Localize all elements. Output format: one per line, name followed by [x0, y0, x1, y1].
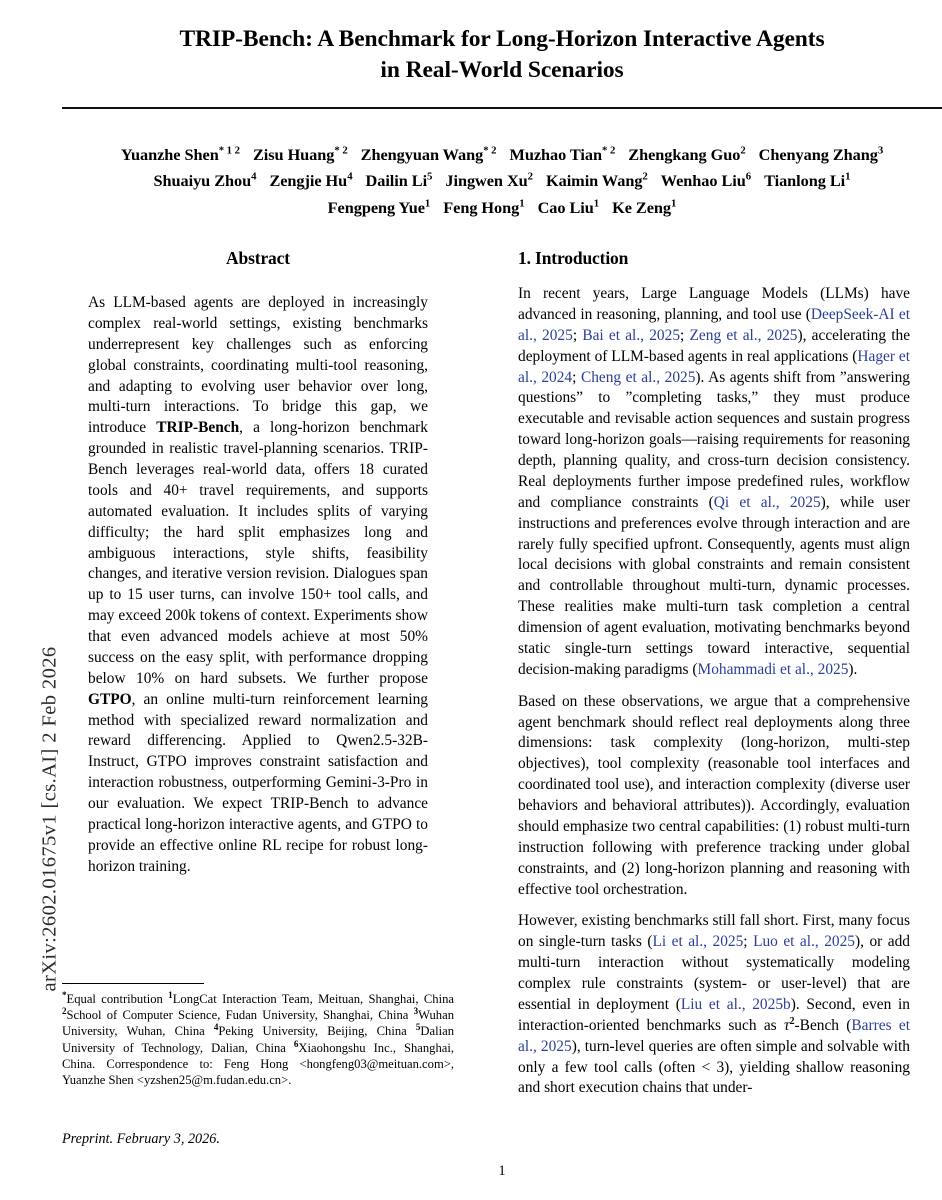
author-name-text: Zhengyuan Wang: [360, 145, 484, 165]
author-affiliation-marker: 1: [424, 197, 431, 210]
author-name-text: Wenhao Liu: [660, 171, 746, 191]
citation-link[interactable]: Luo et al., 2025: [753, 933, 856, 951]
author-name: [612, 198, 676, 217]
author-name: [443, 198, 524, 217]
author-name-text: Jingwen Xu: [445, 171, 528, 191]
math-operator: <: [701, 1058, 711, 1076]
title-divider: [62, 107, 942, 109]
footnote-divider: [62, 983, 204, 984]
author-affiliation-marker: 1: [671, 197, 677, 210]
author-affiliation-marker: * 2: [483, 144, 497, 157]
citation-link[interactable]: Hager et al., 2024: [518, 347, 910, 386]
author-affiliation-marker: * 2: [602, 144, 616, 157]
body-text: ).: [848, 660, 858, 678]
superscript-marker: 6: [293, 1038, 299, 1049]
introduction-heading: 1. Introduction: [518, 248, 629, 268]
author-name: [366, 171, 433, 190]
body-text: Based on these observations, we argue that a comprehensive agent benchmark should reflect real deployments along three dimensions: task complexity (long-horizon, multi-step objectives), tool complexity (reasonable tool interfaces and coordinated tool use), and interaction complexity (diverse user behaviors and behavioral attributes)). Accordingly, evaluation should emphasize two central capabilities: (1) robust multi-turn instruction following with preference tracking under global constraints, and (2) long-horizon planning and reasoning with effective tool orchestration.: [518, 692, 910, 898]
author-name-text: Feng Hong: [443, 197, 520, 217]
right-column: [518, 248, 910, 1099]
body-text: Xiaohongshu Inc., Shanghai, China. Correspondence to: Feng Hong <hongfeng03@meituan.com>, Yuanzhe Shen <yzshen25@m.fudan.edu.cn>.: [62, 1040, 455, 1087]
author-affiliation-marker: 1: [845, 171, 851, 183]
body-text: ). As agents shift from ”answering questions” to ”completing tasks,” they must produce executable and revisable action sequences and sustain progress toward long-horizon goals—raising requirements for reasoning depth, planning quality, and cross-turn decision consistency. Real deployments further impose predefined rules, workflow and compliance constraints (: [518, 368, 910, 511]
citation-link[interactable]: Liu et al., 2025b: [680, 995, 791, 1013]
author-name-text: Chenyang Zhang: [758, 145, 878, 165]
author-affiliation-marker: * 1 2: [218, 144, 240, 157]
body-text: Dalian University of Technology, Dalian, China: [62, 1024, 454, 1055]
body-text: School of Computer Science, Fudan University, Shanghai, China: [66, 1008, 414, 1023]
author-name: [154, 171, 257, 190]
author-name-text: Zhengkang Guo: [628, 145, 741, 165]
author-name: [253, 145, 348, 164]
author-affiliation-marker: 2: [740, 144, 746, 157]
author-line-1: [62, 142, 942, 168]
page-title-line-2: in Real-World Scenarios: [380, 57, 624, 84]
citation-link[interactable]: Mohammadi et al., 2025: [697, 660, 849, 678]
body-text: , an online multi-turn reinforcement learning method with specialized reward normalization and reward differencing. Applied to Qwen2.5-32B-Instruct, GTPO improves constraint satisfaction and interaction robustness, outperforming Gemini-3-Pro in our evaluation. We expect TRIP-Bench to advance practical long-horizon interactive agents, and GTPO to provide an effective online RL recipe for robust long-horizon training.: [88, 690, 428, 875]
abstract-heading: Abstract: [226, 248, 290, 268]
body-text: Peking University, Beijing, China: [218, 1024, 416, 1039]
author-affiliation-marker: 4: [347, 171, 353, 183]
author-name: [759, 145, 884, 164]
body-text: Equal contribution: [66, 992, 169, 1006]
author-name: [661, 171, 751, 190]
body-text: ). Second, even in interaction-oriented benchmarks such as: [518, 995, 910, 1034]
body-text: ), turn-level queries are often simple and solvable with only a few tool calls (often: [518, 1037, 910, 1076]
author-name: [546, 171, 648, 190]
body-text: ;: [572, 326, 583, 344]
superscript-marker: 1: [168, 989, 173, 1000]
author-name-text: Dailin Li: [365, 171, 428, 191]
author-name-text: Ke Zeng: [612, 197, 672, 217]
author-name: [121, 145, 240, 164]
superscript-marker: 5: [415, 1022, 421, 1033]
arxiv-stamp: [0, 0, 60, 1200]
author-name-text: Zisu Huang: [252, 145, 335, 165]
author-name: [445, 171, 533, 190]
citation-link[interactable]: Li et al., 2025: [652, 933, 744, 951]
abstract-paragraph: [88, 293, 428, 878]
superscript-marker: 2: [62, 1005, 67, 1016]
author-name: [510, 145, 616, 164]
author-affiliation-marker: 3: [877, 144, 884, 157]
body-text: 3), yielding shallow reasoning and short execution chains that under-: [518, 1058, 910, 1097]
body-text: LongCat Interaction Team, Meituan, Shanghai, China: [172, 992, 454, 1006]
footnote-block: [62, 983, 454, 1088]
superscript-marker: 2: [789, 1015, 795, 1027]
intro-paragraph: [518, 911, 910, 1099]
body-text: ), while user instructions and preferences evolve through interaction and are rarely fully specified upfront. Consequently, agents must align local decisions with global constraints and remain consistent and controllable throughout multi-turn, dynamic processes. These realities make multi-turn task completion a central dimension of agent evaluation, motivating benchmarks beyond static single-turn settings toward interactive, sequential decision-making paradigms (: [518, 493, 910, 678]
left-column: [62, 248, 454, 878]
body-text: However, existing benchmarks still fall short. First, many focus on single-turn tasks (: [518, 912, 910, 951]
author-line-2: [62, 168, 942, 194]
author-name: [628, 145, 745, 164]
author-affiliation-marker: 1: [593, 197, 600, 210]
paper-page: [62, 0, 942, 1200]
citation-link[interactable]: Zeng et al., 2025: [689, 326, 798, 344]
body-text: ;: [743, 933, 754, 951]
emphasis-text: GTPO: [88, 690, 132, 708]
author-name-text: Yuanzhe Shen: [120, 145, 219, 165]
body-text: -Bench (: [794, 1016, 852, 1034]
page-title: [102, 24, 902, 86]
author-name-text: Kaimin Wang: [546, 171, 643, 191]
author-affiliation-marker: * 2: [334, 144, 348, 157]
author-affiliation-marker: 1: [519, 197, 525, 210]
body-text: ;: [680, 326, 690, 344]
body-text: In recent years, Large Language Models (LLMs) have advanced in reasoning, planning, and tool use (: [518, 285, 910, 323]
author-name: [361, 145, 497, 164]
body-text: ;: [572, 368, 581, 386]
superscript-marker: 3: [413, 1005, 419, 1016]
superscript-marker: 4: [213, 1022, 219, 1033]
author-name-text: Cao Liu: [537, 197, 594, 217]
citation-link[interactable]: Qi et al., 2025: [713, 493, 821, 511]
math-symbol: τ: [783, 1016, 790, 1034]
affiliation-footnote: [62, 991, 454, 1088]
citation-link[interactable]: DeepSeek-AI et al., 2025: [518, 305, 910, 344]
author-name-text: Zengjie Hu: [269, 171, 348, 191]
body-text: As LLM-based agents are deployed in increasingly complex real-world settings, existing benchmarks underrepresent key challenges such as enforcing global constraints, coordinating multi-tool reasoning, and adapting to evolving user behavior over long, multi-turn interactions. To bridge this gap, we introduce: [88, 294, 428, 437]
intro-paragraph: [518, 692, 910, 901]
preprint-line: Preprint. February 3, 2026.: [62, 1131, 220, 1147]
intro-paragraph: [518, 284, 910, 681]
author-line-3: [62, 195, 942, 221]
page-title-line-1: TRIP-Bench: A Benchmark for Long-Horizon Interactive Agents: [179, 26, 825, 52]
author-affiliation-marker: 2: [527, 171, 533, 183]
title-block: [62, 0, 942, 109]
superscript-marker: *: [62, 989, 67, 1000]
author-name: [538, 198, 600, 217]
author-affiliation-marker: 2: [642, 171, 648, 183]
author-name-text: Fengpeng Yue: [327, 197, 425, 217]
author-name: [764, 171, 850, 190]
author-name: [269, 171, 352, 190]
abstract-body: [88, 293, 428, 878]
citation-link[interactable]: Bai et al., 2025: [582, 326, 681, 344]
page-number: 1: [498, 1163, 506, 1179]
body-text: Wuhan University, Wuhan, China: [62, 1008, 454, 1039]
emphasis-text: TRIP-Bench: [156, 419, 240, 437]
body-text: ), accelerating the deployment of LLM-based agents in real applications (: [518, 326, 911, 365]
author-name: [328, 198, 431, 217]
author-affiliation-marker: 5: [427, 171, 433, 183]
introduction-body: [518, 284, 910, 1099]
author-name-text: Muzhao Tian: [509, 145, 602, 165]
body-text: ), or add multi-turn interaction without systematically modeling complex rule constraints (system- or user-level) that are essential in deployment (: [518, 933, 911, 1013]
author-name-text: Tianlong Li: [764, 171, 846, 191]
body-text: , a long-horizon benchmark grounded in realistic travel-planning scenarios. TRIP-Bench leverages real-world data, offers 18 curated tools and 40+ travel requirements, and supports automated evaluation. It includes splits of varying difficulty; the hard split emphasizes long and ambiguous interactions, style shifts, feasibility changes, and iterative version revision. Dialogues span up to 15 user turns, can involve 150+ tool calls, and may exceed 200k tokens of context. Experiments show that even advanced models achieve at most 50% success on the easy split, with performance dropping below 10% on hard subsets. We further propose: [88, 419, 429, 687]
author-affiliation-marker: 6: [745, 171, 752, 183]
author-list: [62, 142, 942, 221]
citation-link[interactable]: Cheng et al., 2025: [580, 368, 696, 386]
arxiv-identifier-text: arXiv:2602.01675v1 [cs.AI] 2 Feb 2026: [38, 646, 61, 992]
citation-link[interactable]: Barres et al., 2025: [518, 1016, 910, 1055]
author-affiliation-marker: 4: [251, 171, 257, 183]
author-name-text: Shuaiyu Zhou: [153, 171, 252, 191]
